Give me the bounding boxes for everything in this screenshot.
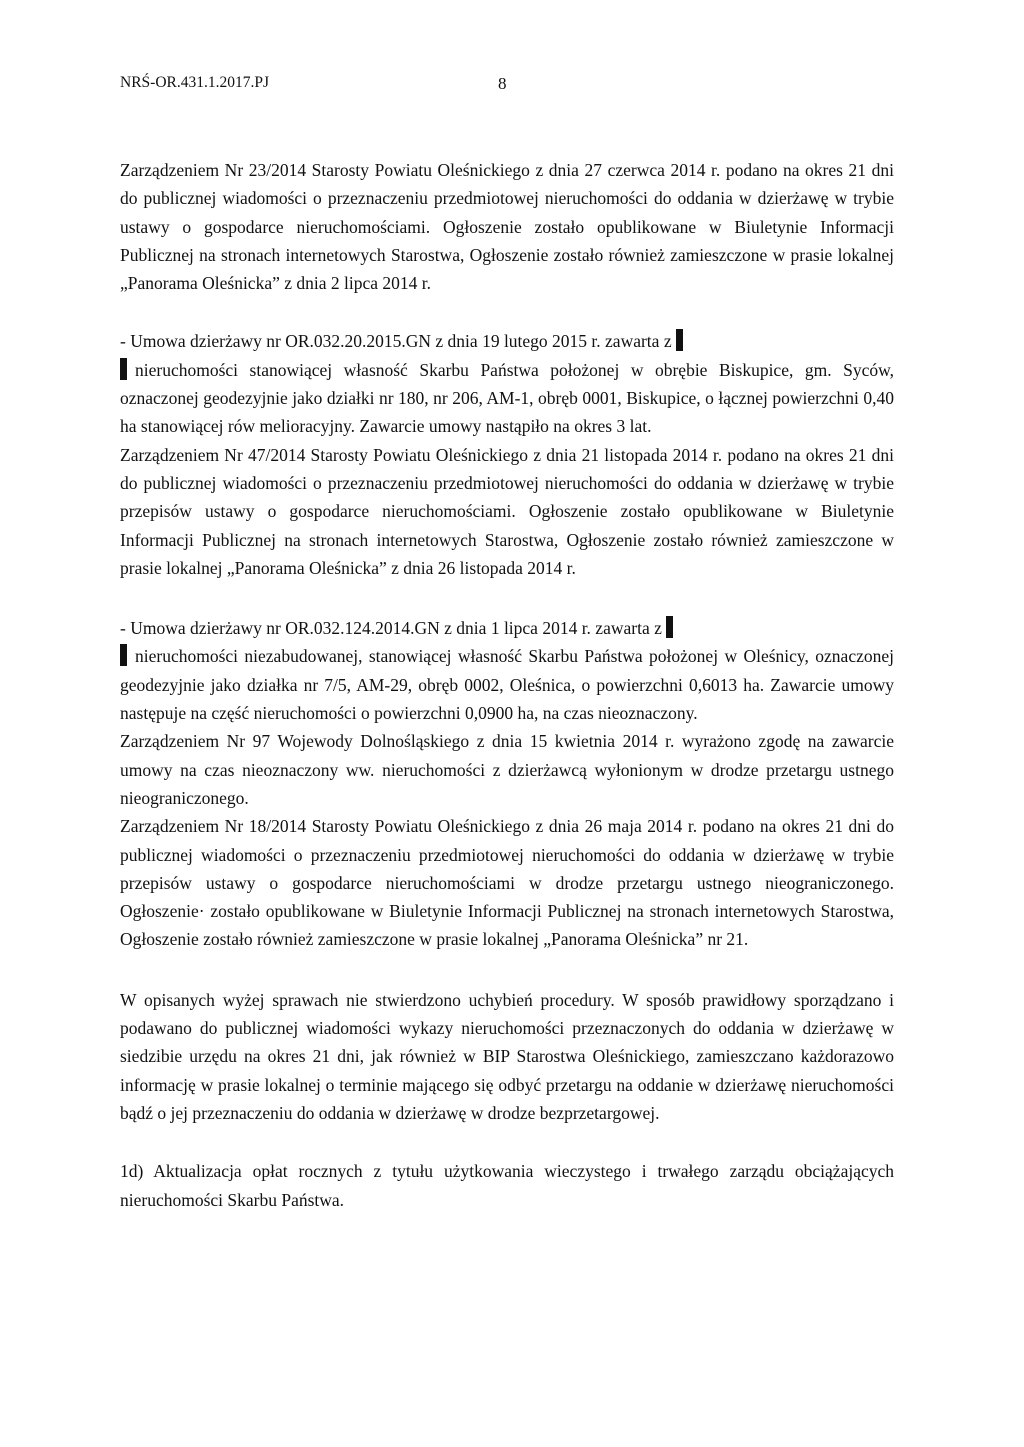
page-number: 8 — [498, 74, 507, 93]
lease-agreement-2015-details: nieruchomości stanowiącej własność Skarbu Państwa położonej w obrębie Biskupice, gm. Syców, oznaczonej geodezyjnie jako działki nr 180, nr 206, AM-1, obręb 0001, Biskupice, o łącznej powierzchni 0,40 ha stanowiącej rów melioracyjny. Zawarcie umowy nastąpiło na okres 3 lat. — [120, 359, 894, 437]
page-header — [120, 74, 900, 98]
document-number: NRŚ-OR.431.1.2017.PJ — [120, 74, 269, 91]
redaction-block — [676, 329, 683, 351]
paragraph-announcement-47-2014: Zarządzeniem Nr 47/2014 Starosty Powiatu Oleśnickiego z dnia 21 listopada 2014 r. podano na okres 21 dni do publicznej wiadomości o przeznaczeniu przedmiotowej nieruchomości do oddania w dzierżawę w trybie przepisów ustawy o gospodarce nieruchomościami. Ogłoszenie zostało opublikowane w Biuletynie Informacji Publicznej na stronach internetowych Starostwa, Ogłoszenie zostało również zamieszczone w prasie lokalnej „Panorama Oleśnicka” z dnia 26 listopada 2014 r. — [120, 444, 894, 578]
paragraph-announcement-18-2014: Zarządzeniem Nr 18/2014 Starosty Powiatu Oleśnickiego z dnia 26 maja 2014 r. podano na okres 21 dni do publicznej wiadomości o przeznaczeniu przedmiotowej nieruchomości do oddania w dzierżawę w trybie przepisów ustawy o gospodarce nieruchomościami w drodze przetargu ustnego nieograniczonego. Ogłoszenie· zostało opublikowane w Biuletynie Informacji Publicznej na stronach internetowych Starostwa, Ogłoszenie zostało również zamieszczone w prasie lokalnej „Panorama Oleśnicka” nr 21. — [120, 816, 894, 950]
redaction-block — [120, 358, 127, 380]
lease-agreement-2014-details: nieruchomości niezabudowanej, stanowiącej własność Skarbu Państwa położonej w Oleśnicy, oznaczonej geodezyjnie jako działka nr 7/5, AM-29, obręb 0002, Oleśnica, o powierzchni 0,6013 ha. Zawarcie umowy następuje na część nieruchomości o powierzchni 0,0900 ha, na czas nieoznaczony. — [120, 646, 894, 724]
paragraph-voivode-ordinance-97: Zarządzeniem Nr 97 Wojewody Dolnośląskiego z dnia 15 kwietnia 2014 r. wyrażono zgodę na zawarcie umowy na czas nieoznaczony ww. nieruchomości z dzierżawcą wyłonionym w drodze przetargu ustnego nieograniczonego. — [120, 731, 894, 808]
redaction-block — [120, 644, 127, 666]
section-heading-1d: 1d) Aktualizacja opłat rocznych z tytułu użytkowania wieczystego i trwałego zarządu obciążających nieruchomości Skarbu Państwa. — [120, 1161, 894, 1210]
redaction-block — [666, 616, 673, 638]
paragraph-lease-agreement-2014 — [120, 614, 894, 727]
paragraph-announcement-23-2014: Zarządzeniem Nr 23/2014 Starosty Powiatu Oleśnickiego z dnia 27 czerwca 2014 r. podano na okres 21 dni do publicznej wiadomości o przeznaczeniu przedmiotowej nieruchomości do oddania w dzierżawę w trybie ustawy o gospodarce nieruchomościami. Ogłoszenie zostało opublikowane w Biuletynie Informacji Publicznej na stronach internetowych Starostwa, Ogłoszenie zostało również zamieszczone w prasie lokalnej „Panorama Oleśnicka” z dnia 2 lipca 2014 r. — [120, 160, 894, 294]
paragraph-conclusion: W opisanych wyżej sprawach nie stwierdzono uchybień procedury. W sposób prawidłowy sporządzano i podawano do publicznej wiadomości wykazy nieruchomości przeznaczonych do oddania w dzierżawę w siedzibie urzędu na okres 21 dni, jak również w BIP Starostwa Oleśnickiego, zamieszczano każdorazowo informację w prasie lokalnej o terminie mającego się odbyć przetargu na oddanie w dzierżawę nieruchomości bądź o jej przeznaczeniu do oddania w dzierżawę w drodze bezprzetargowej. — [120, 989, 894, 1123]
paragraph-lease-agreement-2015 — [120, 327, 894, 440]
lease-agreement-2015-intro: - Umowa dzierżawy nr OR.032.20.2015.GN z dnia 19 lutego 2015 r. zawarta z — [120, 331, 672, 352]
document-body — [120, 156, 894, 1214]
lease-agreement-2014-intro: - Umowa dzierżawy nr OR.032.124.2014.GN z dnia 1 lipca 2014 r. zawarta z — [120, 618, 662, 639]
